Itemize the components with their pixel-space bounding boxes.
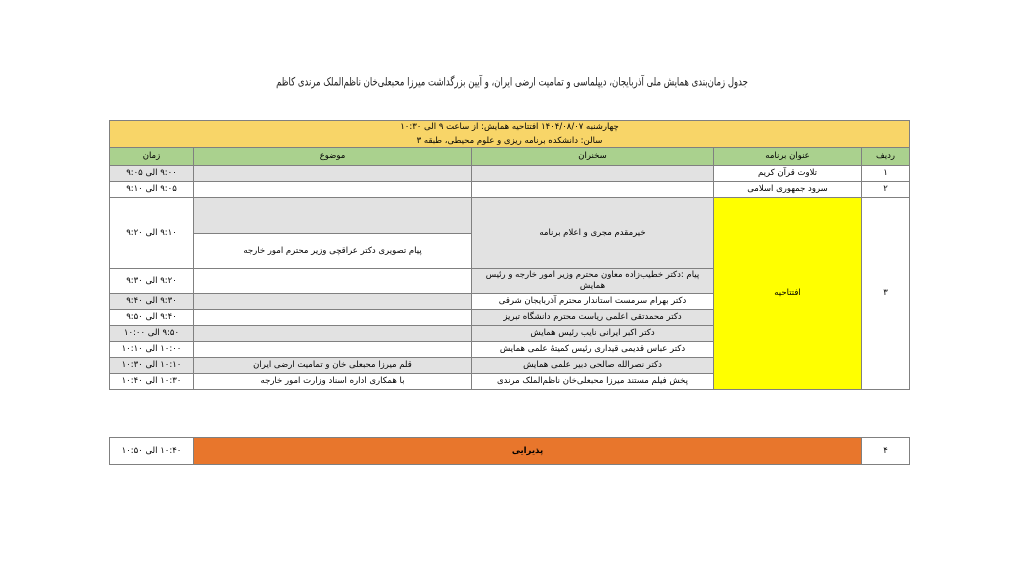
time: ۱۰:۰۰ الی ۱۰:۱۰ [109, 341, 193, 357]
table-row [109, 198, 909, 234]
row-number: ۴ [862, 438, 910, 465]
speaker [472, 182, 714, 198]
speaker: دکتر نصرالله صالحی دبیر علمی همایش [472, 357, 714, 373]
speaker: پیام :دکتر خطیب‌زاده معاون محترم وزیر امور خارجه و رئیس همایش [472, 269, 714, 293]
session-venue: سالن: دانشکده برنامه ریزی و علوم محیطی، طبقه ۳ [416, 135, 603, 146]
refreshment-table-container [110, 437, 910, 465]
time: ۹:۴۰ الی ۹:۵۰ [109, 309, 193, 325]
time: ۱۰:۳۰ الی ۱۰:۴۰ [109, 373, 193, 389]
column-header-mozu: موضوع [194, 148, 472, 166]
time: ۹:۵۰ الی ۱۰:۰۰ [109, 325, 193, 341]
row-number: ۳ [862, 198, 910, 389]
time: ۹:۱۰ الی ۹:۲۰ [109, 198, 193, 269]
row-number: ۱ [862, 166, 910, 182]
session-banner-row [109, 121, 909, 148]
speaker: دکتر بهرام سرمست استاندار محترم آذربایجان شرقی [472, 293, 714, 309]
column-header-sokhanran: سخنران [472, 148, 714, 166]
time: ۹:۲۰ الی ۹:۳۰ [109, 269, 193, 293]
time: ۹:۰۵ الی ۹:۱۰ [109, 182, 193, 198]
time: ۹:۳۰ الی ۹:۴۰ [109, 293, 193, 309]
speaker: دکتر محمدتقی اعلمی ریاست محترم دانشگاه تبریز [472, 309, 714, 325]
topic: قلم میرزا محبعلی خان و تمامیت ارضی ایران [194, 357, 472, 373]
column-header-radif: ردیف [862, 148, 910, 166]
speaker: دکتر اکبر ایرانی نایب رئیس همایش [472, 325, 714, 341]
program-title: سرود جمهوری اسلامی [714, 182, 862, 198]
schedule-table [109, 120, 910, 390]
column-header-zaman: زمان [109, 148, 193, 166]
topic [194, 182, 472, 198]
program-title-refreshment: پذیرایی [194, 438, 862, 465]
topic [194, 198, 472, 234]
topic [194, 269, 472, 293]
refreshment-table [109, 437, 910, 465]
topic: با همکاری اداره اسناد وزارت امور خارجه [194, 373, 472, 389]
document-title: جدول زمان‌بندی همایش ملی آذربایجان، دیپلماسی و تمامیت ارضی ایران، و آیین بزرگداشت میرزا محبعلی‌خان ناظم‌الملک مرندی کاظم [276, 76, 748, 90]
speaker: خیرمقدم مجری و اعلام برنامه [472, 198, 714, 269]
column-header-onvan: عنوان برنامه [714, 148, 862, 166]
topic [194, 325, 472, 341]
topic [194, 166, 472, 182]
speaker: پخش فیلم مستند میرزا محبعلی‌خان ناظم‌الملک مرندی [472, 373, 714, 389]
row-number: ۲ [862, 182, 910, 198]
column-header-row [109, 148, 909, 166]
time: ۱۰:۴۰ الی ۱۰:۵۰ [110, 438, 194, 465]
program-title-opening: افتتاحیه [714, 198, 862, 389]
program-title: تلاوت قرآن کریم [714, 166, 862, 182]
speaker [472, 166, 714, 182]
topic [194, 293, 472, 309]
table-row [109, 166, 909, 182]
topic [194, 341, 472, 357]
table-row [110, 438, 910, 465]
table-row [109, 182, 909, 198]
topic [194, 309, 472, 325]
topic: پیام تصویری دکتر عراقچی وزیر محترم امور خارجه [194, 233, 472, 269]
schedule-table-container [110, 120, 910, 390]
session-banner-cell [109, 121, 909, 148]
time: ۱۰:۱۰ الی ۱۰:۳۰ [109, 357, 193, 373]
speaker: دکتر عباس قدیمی قیداری رئیس کمیتۀ علمی همایش [472, 341, 714, 357]
session-date-time: چهارشنبه ۱۴۰۴/۰۸/۰۷ افتتاحیه همایش: از ساعت ۹ الی ۱۰:۳۰ [400, 122, 619, 132]
time: ۹:۰۰ الی ۹:۰۵ [109, 166, 193, 182]
